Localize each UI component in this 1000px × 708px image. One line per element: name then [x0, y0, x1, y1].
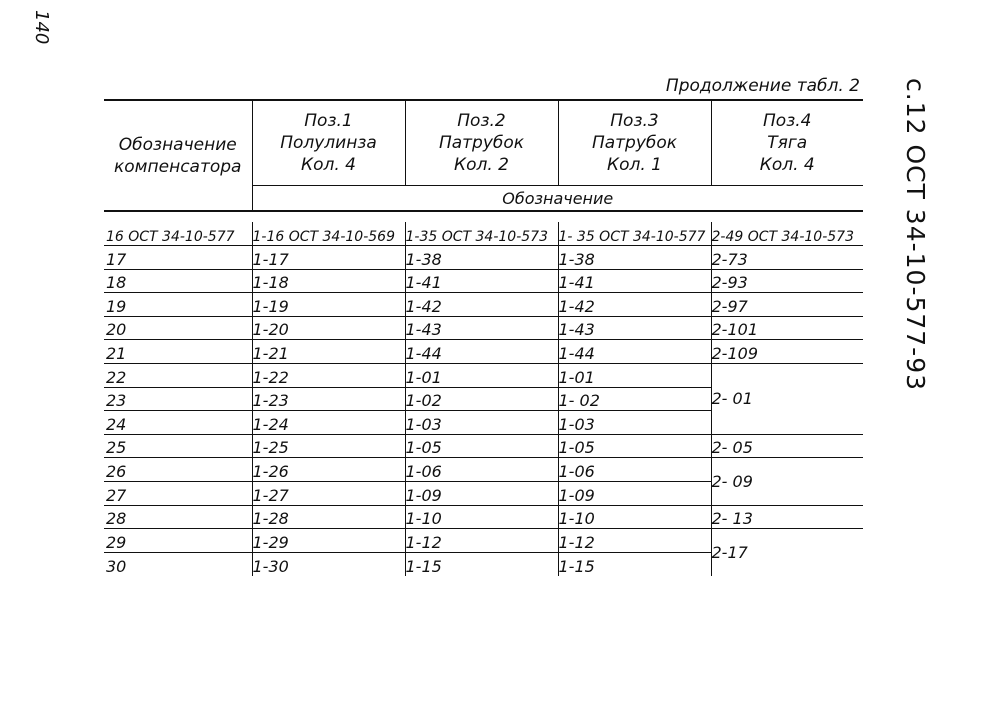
cell-col0: 28	[104, 505, 252, 529]
cell-col3: 1-44	[558, 340, 711, 364]
cell-col2: 1-35 ОСТ 34-10-573	[405, 222, 558, 246]
header-line: Поз.4	[763, 111, 812, 131]
cell-col1: 1-20	[252, 316, 405, 340]
header-line: Патрубок	[438, 133, 525, 153]
cell-col3: 1-41	[558, 269, 711, 293]
header-line: Поз.1	[304, 111, 353, 131]
table-continuation-caption: Продолжение табл. 2	[665, 76, 860, 96]
cell-col3: 1-09	[558, 482, 711, 506]
cell-col3: 1-38	[558, 246, 711, 270]
document-code: с.12 ОСТ 34-10-577-93	[901, 78, 930, 392]
cell-col3: 1- 02	[558, 387, 711, 411]
header-row	[104, 100, 863, 186]
table-row	[104, 293, 863, 317]
cell-col4: 2-101	[711, 316, 863, 340]
header-line: Кол. 2	[454, 155, 509, 175]
cell-col0: 20	[104, 316, 252, 340]
cell-col0: 19	[104, 293, 252, 317]
cell-col3: 1-43	[558, 316, 711, 340]
cell-col4: 2- 09	[711, 458, 863, 505]
cell-col2: 1-41	[405, 269, 558, 293]
compensator-parts-table	[104, 99, 863, 576]
cell-col2: 1-03	[405, 411, 558, 435]
cell-col4: 2-49 ОСТ 34-10-573	[711, 222, 863, 246]
cell-col2: 1-10	[405, 505, 558, 529]
cell-col4: 2-73	[711, 246, 863, 270]
table-row	[104, 458, 863, 482]
cell-col3: 1-42	[558, 293, 711, 317]
cell-col1: 1-19	[252, 293, 405, 317]
cell-col1: 1-21	[252, 340, 405, 364]
header-line: Поз.3	[610, 111, 659, 131]
header-compensator	[104, 100, 252, 211]
cell-col3: 1- 35 ОСТ 34-10-577	[558, 222, 711, 246]
cell-col1: 1-23	[252, 387, 405, 411]
cell-col2: 1-38	[405, 246, 558, 270]
header-line: Полулинза	[280, 133, 377, 153]
header-line: Тяга	[767, 133, 808, 153]
cell-col3: 1-10	[558, 505, 711, 529]
cell-col1: 1-28	[252, 505, 405, 529]
cell-col0: 16 ОСТ 34-10-577	[104, 222, 252, 246]
header-pos4	[711, 100, 863, 186]
header-separator	[104, 211, 863, 222]
cell-col2: 1-09	[405, 482, 558, 506]
cell-col2: 1-15	[405, 552, 558, 576]
table-row	[104, 529, 863, 553]
header-line: Кол. 1	[607, 155, 662, 175]
cell-col4: 2-93	[711, 269, 863, 293]
cell-col0: 21	[104, 340, 252, 364]
cell-col0: 30	[106, 556, 127, 576]
header-line: компенсатора	[114, 156, 242, 177]
table-row	[104, 505, 863, 529]
cell-col1: 1-22	[252, 364, 405, 388]
table-row	[104, 340, 863, 364]
cell-col4: 2-97	[711, 293, 863, 317]
cell-col2: 1-06	[405, 458, 558, 482]
header-line: Патрубок	[591, 133, 678, 153]
cell-col2: 1-05	[405, 434, 558, 458]
cell-col0: 23	[104, 387, 252, 411]
page-number: 140	[31, 10, 52, 45]
cell-col1: 1-25	[252, 434, 405, 458]
cell-col1: 1-27	[252, 482, 405, 506]
cell-col4: 2-17	[711, 529, 863, 576]
cell-col2: 1-02	[405, 387, 558, 411]
table-row	[104, 434, 863, 458]
cell-col2: 1-44	[405, 340, 558, 364]
cell-col3: 1-15	[558, 552, 711, 576]
cell-col2: 1-01	[405, 364, 558, 388]
cell-col0: 24	[104, 411, 252, 435]
cell-col4: 2- 01	[711, 364, 863, 435]
header-pos1	[252, 100, 405, 186]
cell-col0: 26	[104, 458, 252, 482]
cell-col1: 1-30	[252, 552, 405, 576]
table-row	[104, 364, 863, 388]
cell-col1: 1-16 ОСТ 34-10-569	[252, 222, 405, 246]
cell-col2: 1-12	[405, 529, 558, 553]
cell-col0: 25	[104, 434, 252, 458]
header-line: Кол. 4	[301, 155, 356, 175]
cell-col4: 2-109	[711, 340, 863, 364]
cell-col2: 1-42	[405, 293, 558, 317]
header-line: Поз.2	[457, 111, 506, 131]
table-row	[104, 246, 863, 270]
cell-col3: 1-03	[558, 411, 711, 435]
cell-col1: 1-17	[252, 246, 405, 270]
header-pos3	[558, 100, 711, 186]
cell-col0: 29	[104, 529, 252, 553]
cell-col2: 1-43	[405, 316, 558, 340]
header-line: Кол. 4	[759, 155, 815, 175]
cell-col3: 1-12	[558, 529, 711, 553]
cell-col4: 2- 13	[711, 505, 863, 529]
table-row	[104, 269, 863, 293]
header-pos2	[405, 100, 558, 186]
table-body	[104, 222, 863, 576]
cell-col1: 1-29	[252, 529, 405, 553]
cell-col0: 18	[104, 269, 252, 293]
header-line: Обозначение	[118, 134, 237, 155]
cell-col4: 2- 05	[711, 434, 863, 458]
cell-col0: 27	[104, 482, 252, 506]
table-row	[104, 222, 863, 246]
cell-col1: 1-18	[252, 269, 405, 293]
cell-col1: 1-24	[252, 411, 405, 435]
cell-col1: 1-26	[252, 458, 405, 482]
table-row	[104, 316, 863, 340]
cell-col3: 1-01	[558, 364, 711, 388]
subheader-designation: Обозначение	[252, 186, 863, 212]
cell-col0: 17	[104, 246, 252, 270]
cell-col3: 1-05	[558, 434, 711, 458]
cell-col3: 1-06	[558, 458, 711, 482]
cell-col0: 22	[104, 364, 252, 388]
